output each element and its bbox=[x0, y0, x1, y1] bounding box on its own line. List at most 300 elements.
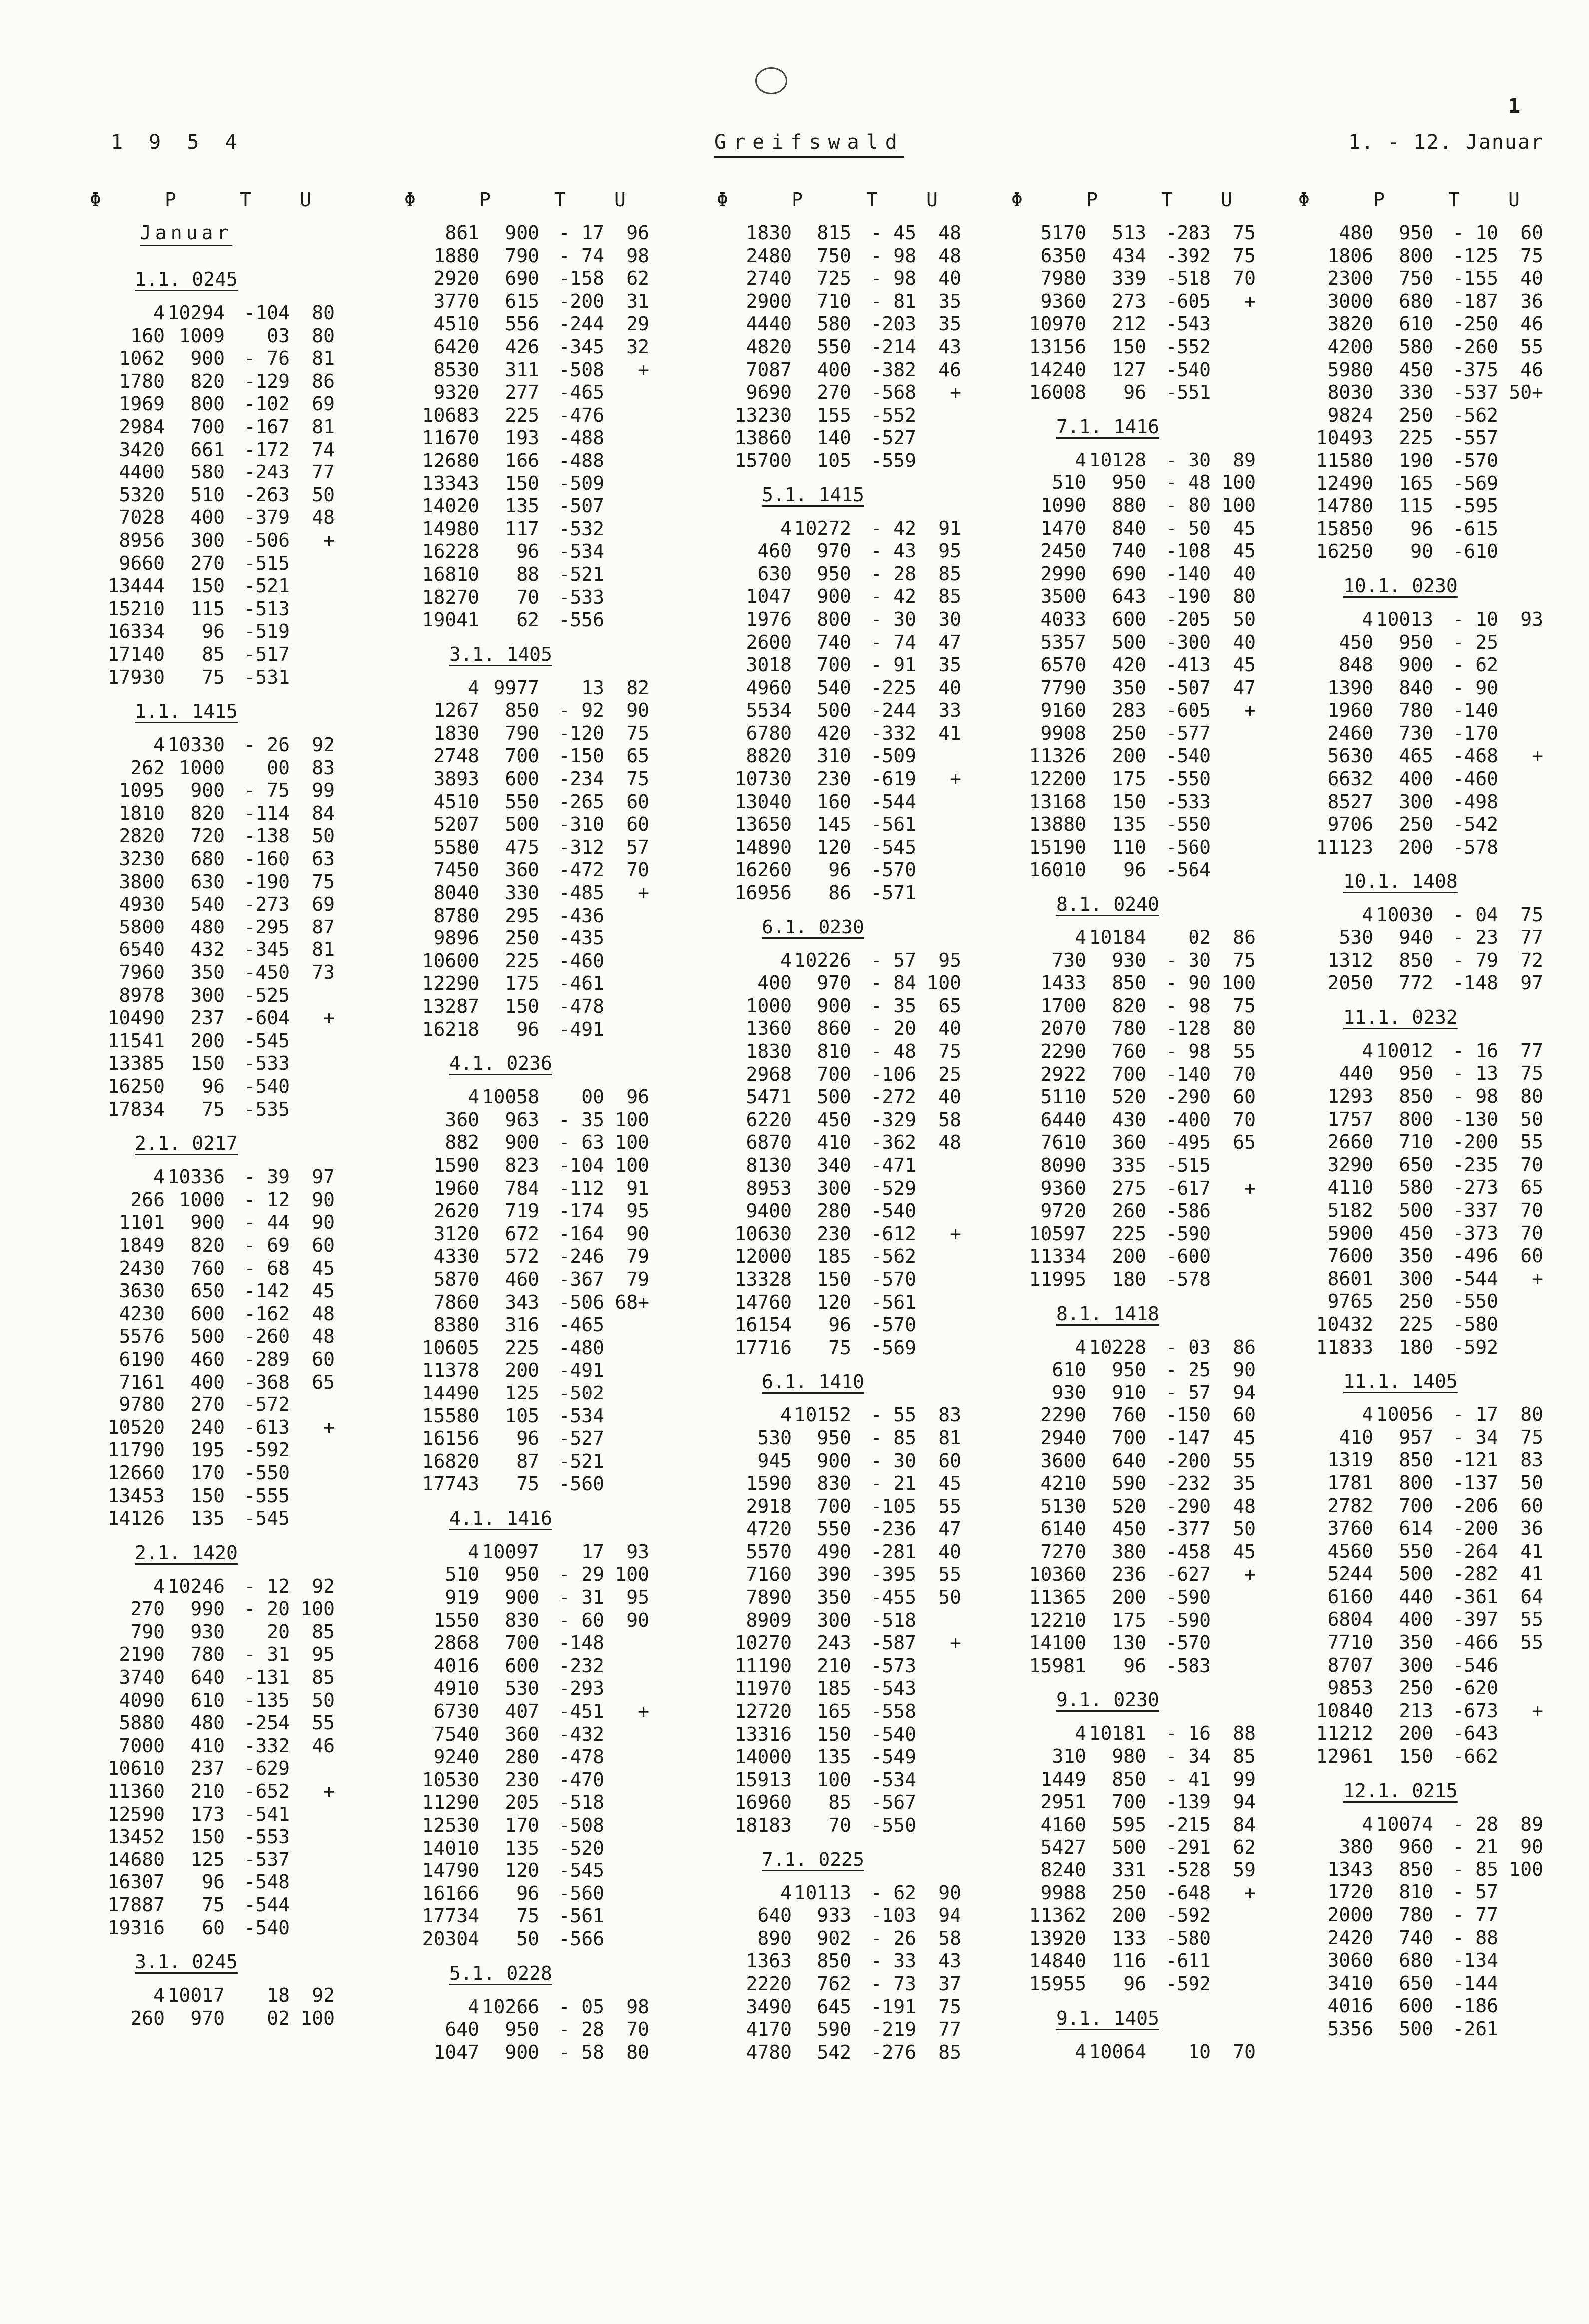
pressure-cell: 400 bbox=[190, 1371, 225, 1393]
table-row bbox=[70, 802, 350, 825]
humidity-cell bbox=[1498, 677, 1543, 700]
pressure-cell: 237 bbox=[190, 1007, 225, 1029]
pressure-cell: 760 bbox=[1112, 1040, 1146, 1062]
table-row bbox=[385, 1655, 664, 1678]
height-cell: 16307 bbox=[107, 1871, 165, 1893]
pressure-cell: 170 bbox=[505, 1814, 539, 1836]
sounding-date-time: 9.1. 0230 bbox=[1056, 1689, 1159, 1711]
pressure-cell: 900 bbox=[817, 1449, 851, 1472]
temperature-cell: -590 bbox=[1165, 1586, 1211, 1609]
humidity-cell: 40 bbox=[938, 1086, 961, 1108]
humidity-cell: 100 bbox=[615, 1154, 649, 1176]
pressure-cell: 75 bbox=[516, 1473, 539, 1495]
height-cell: 16008 bbox=[1029, 381, 1086, 404]
pressure-cell: 10246 bbox=[167, 1575, 225, 1597]
height-cell: 4090 bbox=[119, 1689, 165, 1711]
height-cell: 4 bbox=[1075, 927, 1086, 949]
temperature-cell: -200 bbox=[1165, 1449, 1211, 1472]
table-row bbox=[385, 905, 664, 928]
humidity-cell: 75 bbox=[1233, 222, 1256, 244]
table-row bbox=[991, 2041, 1271, 2064]
table-row bbox=[991, 1223, 1271, 1246]
height-cell: 8780 bbox=[433, 904, 479, 927]
table-row bbox=[70, 1030, 350, 1053]
pressure-cell: 117 bbox=[505, 517, 539, 540]
pressure-cell: 850 bbox=[1112, 1768, 1146, 1790]
table-row bbox=[70, 1052, 350, 1075]
height-cell: 14840 bbox=[1029, 1950, 1086, 1972]
height-cell: 14780 bbox=[1316, 495, 1373, 517]
data-column bbox=[991, 189, 1271, 2063]
humidity-cell bbox=[916, 791, 961, 814]
table-row bbox=[697, 1950, 976, 1973]
table-row bbox=[697, 404, 976, 427]
table-row bbox=[385, 836, 664, 859]
table-row bbox=[697, 995, 976, 1018]
temperature-cell: -108 bbox=[1165, 540, 1211, 562]
humidity-cell: 80 bbox=[1233, 585, 1256, 608]
humidity-cell: + bbox=[323, 1007, 335, 1029]
height-cell: 5570 bbox=[746, 1540, 792, 1563]
table-row bbox=[697, 450, 976, 472]
temperature-cell: -243 bbox=[244, 461, 290, 483]
table-row bbox=[991, 1586, 1271, 1609]
humidity-cell: 84 bbox=[312, 802, 335, 824]
table-row bbox=[697, 427, 976, 450]
humidity-cell: 55 bbox=[1520, 1608, 1543, 1631]
sounding-label bbox=[1278, 563, 1558, 608]
humidity-cell: 90 bbox=[1520, 1836, 1543, 1858]
pressure-cell: 680 bbox=[190, 848, 225, 870]
table-row bbox=[70, 1485, 350, 1508]
table-row bbox=[697, 1131, 976, 1154]
temperature-cell: -560 bbox=[558, 1473, 604, 1495]
pressure-cell: 270 bbox=[817, 381, 851, 404]
humidity-cell bbox=[604, 495, 649, 518]
height-cell: 12210 bbox=[1029, 1609, 1086, 1631]
column-header: Φ bbox=[90, 189, 101, 211]
pressure-cell: 283 bbox=[1112, 699, 1146, 722]
pressure-cell: 542 bbox=[817, 2041, 851, 2063]
humidity-cell: 85 bbox=[1233, 1745, 1256, 1768]
temperature-cell: -561 bbox=[870, 813, 916, 836]
table-row bbox=[1278, 791, 1558, 814]
height-cell: 848 bbox=[1339, 654, 1373, 676]
humidity-cell: 48 bbox=[312, 506, 335, 529]
table-row bbox=[385, 1814, 664, 1837]
table-row bbox=[697, 791, 976, 814]
height-cell: 16156 bbox=[422, 1427, 479, 1450]
table-row bbox=[991, 1450, 1271, 1473]
height-cell: 13860 bbox=[734, 427, 792, 449]
table-row bbox=[1278, 1631, 1558, 1654]
pressure-cell: 850 bbox=[1399, 1858, 1433, 1880]
temperature-cell: -150 bbox=[1165, 1404, 1211, 1426]
humidity-cell bbox=[916, 404, 961, 427]
temperature-cell: -485 bbox=[558, 882, 604, 904]
temperature-cell: -518 bbox=[558, 1791, 604, 1814]
pressure-cell: 173 bbox=[190, 1803, 225, 1825]
height-cell: 5244 bbox=[1327, 1563, 1373, 1585]
table-row bbox=[385, 1928, 664, 1951]
humidity-cell bbox=[290, 552, 335, 575]
pressure-cell: 10012 bbox=[1376, 1039, 1433, 1062]
humidity-cell: 65 bbox=[938, 994, 961, 1017]
humidity-cell bbox=[916, 1746, 961, 1769]
pressure-cell: 10228 bbox=[1089, 1336, 1146, 1358]
humidity-cell: 89 bbox=[1520, 1813, 1543, 1835]
humidity-cell: 86 bbox=[1233, 927, 1256, 949]
table-row bbox=[991, 1882, 1271, 1905]
humidity-cell bbox=[916, 1700, 961, 1723]
humidity-cell: 48 bbox=[938, 222, 961, 244]
sounding-block bbox=[697, 1359, 976, 1837]
temperature-cell: - 55 bbox=[870, 1404, 916, 1426]
height-cell: 15190 bbox=[1029, 836, 1086, 858]
temperature-cell: -289 bbox=[244, 1348, 290, 1370]
humidity-cell: 40 bbox=[938, 1540, 961, 1563]
pressure-cell: 195 bbox=[190, 1439, 225, 1461]
pressure-cell: 115 bbox=[1399, 495, 1433, 517]
table-row bbox=[385, 1905, 664, 1928]
pressure-cell: 940 bbox=[1399, 927, 1433, 949]
table-row bbox=[70, 1211, 350, 1234]
humidity-cell: 91 bbox=[938, 517, 961, 539]
table-row bbox=[697, 972, 976, 995]
temperature-cell: -553 bbox=[244, 1826, 290, 1848]
height-cell: 9824 bbox=[1327, 404, 1373, 426]
pressure-cell: 720 bbox=[190, 825, 225, 847]
temperature-cell: -465 bbox=[558, 381, 604, 404]
humidity-cell bbox=[290, 984, 335, 1007]
pressure-cell: 900 bbox=[817, 994, 851, 1017]
temperature-cell: - 75 bbox=[244, 779, 290, 802]
humidity-cell: + bbox=[950, 768, 961, 790]
table-row bbox=[697, 1700, 976, 1723]
temperature-cell: -128 bbox=[1165, 1017, 1211, 1040]
temperature-cell: -187 bbox=[1452, 290, 1498, 312]
humidity-cell bbox=[604, 1632, 649, 1655]
height-cell: 10360 bbox=[1029, 1563, 1086, 1586]
temperature-cell: -244 bbox=[870, 699, 916, 722]
table-row bbox=[385, 699, 664, 722]
table-row bbox=[70, 1643, 350, 1666]
height-cell: 1976 bbox=[746, 608, 792, 630]
temperature-cell: - 50 bbox=[1165, 517, 1211, 539]
humidity-cell: 86 bbox=[1233, 1336, 1256, 1358]
temperature-cell: -578 bbox=[1165, 1268, 1211, 1290]
table-row bbox=[385, 950, 664, 973]
table-row bbox=[70, 1803, 350, 1826]
table-row bbox=[1278, 1062, 1558, 1085]
table-row bbox=[70, 506, 350, 529]
humidity-cell bbox=[916, 836, 961, 859]
sounding-date-time: 5.1. 0228 bbox=[449, 1962, 552, 1984]
height-cell: 1781 bbox=[1327, 1471, 1373, 1494]
temperature-cell: -550 bbox=[1452, 1290, 1498, 1313]
pressure-cell: 580 bbox=[1399, 335, 1433, 358]
height-cell: 3820 bbox=[1327, 313, 1373, 335]
table-row bbox=[385, 1791, 664, 1814]
table-row bbox=[1278, 1268, 1558, 1291]
temperature-cell: -191 bbox=[870, 1995, 916, 2018]
height-cell: 9240 bbox=[433, 1746, 479, 1768]
height-cell: 6440 bbox=[1040, 1108, 1086, 1131]
table-row bbox=[991, 859, 1271, 882]
humidity-cell: + bbox=[1532, 745, 1543, 767]
humidity-cell: 75 bbox=[1233, 994, 1256, 1017]
table-row bbox=[385, 677, 664, 700]
table-row bbox=[697, 1177, 976, 1200]
humidity-cell bbox=[290, 643, 335, 666]
table-row bbox=[385, 313, 664, 336]
humidity-cell bbox=[1211, 1904, 1256, 1927]
humidity-cell bbox=[604, 1314, 649, 1337]
temperature-cell: -395 bbox=[870, 1563, 916, 1586]
table-row bbox=[1278, 1677, 1558, 1700]
temperature-cell: -498 bbox=[1452, 790, 1498, 813]
height-cell: 4016 bbox=[1327, 1995, 1373, 2017]
height-cell: 4560 bbox=[1327, 1540, 1373, 1562]
table-row bbox=[1278, 2018, 1558, 2041]
height-cell: 4 bbox=[468, 1086, 479, 1108]
humidity-cell: 64 bbox=[1520, 1585, 1543, 1608]
temperature-cell: - 48 bbox=[870, 1040, 916, 1062]
temperature-cell: -587 bbox=[870, 1632, 916, 1654]
temperature-cell: -121 bbox=[1452, 1449, 1498, 1471]
temperature-cell: -382 bbox=[870, 358, 916, 381]
pressure-cell: 610 bbox=[1399, 313, 1433, 335]
table-row bbox=[991, 1200, 1271, 1223]
table-row bbox=[991, 745, 1271, 768]
pressure-cell: 710 bbox=[1399, 1131, 1433, 1153]
humidity-cell bbox=[1211, 1973, 1256, 1996]
height-cell: 10840 bbox=[1316, 1699, 1373, 1722]
humidity-cell bbox=[1211, 791, 1256, 814]
sounding-label bbox=[991, 1996, 1271, 2041]
humidity-cell: + bbox=[1244, 290, 1256, 312]
pressure-cell: 550 bbox=[505, 790, 539, 813]
column-header: T bbox=[1161, 189, 1173, 211]
table-row bbox=[1278, 1131, 1558, 1154]
table-row bbox=[991, 1040, 1271, 1063]
temperature-cell: - 76 bbox=[244, 347, 290, 370]
temperature-cell: -559 bbox=[870, 449, 916, 471]
height-cell: 2900 bbox=[746, 290, 792, 312]
table-row bbox=[1278, 359, 1558, 382]
temperature-cell: -375 bbox=[1452, 358, 1498, 381]
temperature-cell: -552 bbox=[1165, 335, 1211, 358]
height-cell: 14000 bbox=[734, 1746, 792, 1768]
temperature-cell: -120 bbox=[558, 722, 604, 744]
height-cell: 3230 bbox=[119, 848, 165, 870]
pressure-cell: 10017 bbox=[167, 1984, 225, 2007]
table-row bbox=[385, 1427, 664, 1450]
height-cell: 4 bbox=[1075, 1336, 1086, 1358]
humidity-cell bbox=[1211, 1268, 1256, 1291]
temperature-cell: - 12 bbox=[244, 1575, 290, 1597]
sounding-label bbox=[697, 1359, 976, 1404]
temperature-cell: - 80 bbox=[1165, 494, 1211, 516]
height-cell: 270 bbox=[130, 1598, 165, 1620]
table-row bbox=[697, 563, 976, 586]
pressure-cell: 225 bbox=[1399, 427, 1433, 449]
humidity-cell: 97 bbox=[1520, 972, 1543, 994]
temperature-cell: 13 bbox=[581, 676, 604, 699]
temperature-cell: -206 bbox=[1452, 1494, 1498, 1517]
table-row bbox=[385, 745, 664, 768]
humidity-cell: 75 bbox=[1520, 1426, 1543, 1448]
temperature-cell: -540 bbox=[870, 1723, 916, 1745]
humidity-cell bbox=[604, 1837, 649, 1860]
humidity-cell: 50 bbox=[1520, 1471, 1543, 1494]
humidity-cell bbox=[604, 518, 649, 541]
temperature-cell: -552 bbox=[870, 404, 916, 426]
pressure-cell: 100 bbox=[817, 1768, 851, 1791]
height-cell: 5800 bbox=[119, 916, 165, 938]
height-cell: 3770 bbox=[433, 290, 479, 312]
temperature-cell: - 60 bbox=[558, 1609, 604, 1631]
table-row bbox=[697, 1337, 976, 1360]
height-cell: 6632 bbox=[1327, 768, 1373, 790]
height-cell: 9660 bbox=[119, 552, 165, 574]
temperature-cell: -604 bbox=[244, 1007, 290, 1029]
height-cell: 861 bbox=[445, 222, 479, 244]
height-cell: 1806 bbox=[1327, 244, 1373, 267]
pressure-cell: 180 bbox=[1399, 1336, 1433, 1358]
humidity-cell: 40 bbox=[1233, 631, 1256, 653]
pressure-cell: 910 bbox=[1112, 1381, 1146, 1403]
humidity-cell: 35 bbox=[1233, 1472, 1256, 1495]
pressure-cell: 650 bbox=[190, 1280, 225, 1302]
temperature-cell: -190 bbox=[1165, 585, 1211, 608]
month-heading bbox=[70, 222, 350, 257]
table-row bbox=[697, 222, 976, 245]
table-row bbox=[1278, 722, 1558, 745]
temperature-cell: -540 bbox=[1165, 358, 1211, 381]
pressure-cell: 772 bbox=[1399, 972, 1433, 994]
table-row bbox=[70, 1826, 350, 1849]
pressure-cell: 730 bbox=[1399, 722, 1433, 744]
pressure-cell: 340 bbox=[817, 1154, 851, 1176]
height-cell: 4 bbox=[153, 734, 165, 756]
height-cell: 7600 bbox=[1327, 1245, 1373, 1267]
table-row bbox=[385, 791, 664, 814]
temperature-cell: -260 bbox=[1452, 335, 1498, 358]
pressure-cell: 410 bbox=[190, 1734, 225, 1757]
humidity-cell: 70 bbox=[1233, 1063, 1256, 1085]
pressure-cell: 780 bbox=[1112, 1017, 1146, 1040]
temperature-cell: -337 bbox=[1452, 1199, 1498, 1221]
humidity-cell bbox=[1498, 1290, 1543, 1313]
height-cell: 8909 bbox=[746, 1609, 792, 1631]
humidity-cell: 35 bbox=[938, 313, 961, 335]
temperature-cell: -652 bbox=[244, 1780, 290, 1803]
column-header: T bbox=[554, 189, 566, 211]
sounding-date-time: 4.1. 1416 bbox=[449, 1507, 552, 1529]
table-row bbox=[1278, 1403, 1558, 1426]
table-row bbox=[385, 563, 664, 586]
column-header: Φ bbox=[1011, 189, 1023, 211]
table-row bbox=[697, 1472, 976, 1495]
pressure-cell: 465 bbox=[1399, 745, 1433, 767]
pressure-cell: 166 bbox=[505, 449, 539, 471]
temperature-cell: -140 bbox=[1165, 562, 1211, 585]
pressure-cell: 580 bbox=[817, 313, 851, 335]
pressure-cell: 10030 bbox=[1376, 904, 1433, 926]
height-cell: 5207 bbox=[433, 813, 479, 836]
height-cell: 15850 bbox=[1316, 517, 1373, 540]
height-cell: 11970 bbox=[734, 1677, 792, 1700]
humidity-cell: 45 bbox=[312, 1280, 335, 1302]
height-cell: 3290 bbox=[1327, 1153, 1373, 1176]
table-row bbox=[1278, 1813, 1558, 1836]
humidity-cell: 55 bbox=[1520, 1131, 1543, 1153]
temperature-cell: -629 bbox=[244, 1757, 290, 1780]
table-row bbox=[385, 245, 664, 268]
table-row bbox=[991, 1563, 1271, 1586]
temperature-cell: -513 bbox=[244, 597, 290, 620]
temperature-cell: -562 bbox=[870, 1245, 916, 1268]
pressure-cell: 205 bbox=[505, 1791, 539, 1814]
temperature-cell: - 29 bbox=[558, 1563, 604, 1586]
humidity-cell: 70 bbox=[1233, 267, 1256, 290]
humidity-cell: 25 bbox=[938, 1063, 961, 1085]
table-row bbox=[70, 984, 350, 1007]
humidity-cell: 68+ bbox=[615, 1291, 649, 1313]
table-row bbox=[1278, 608, 1558, 631]
humidity-cell: 48 bbox=[312, 1325, 335, 1348]
pressure-cell: 580 bbox=[190, 461, 225, 483]
height-cell: 5110 bbox=[1040, 1086, 1086, 1108]
table-row bbox=[1278, 1927, 1558, 1950]
height-cell: 6730 bbox=[433, 1700, 479, 1723]
height-cell: 1433 bbox=[1040, 972, 1086, 994]
height-cell: 1319 bbox=[1327, 1449, 1373, 1471]
pressure-cell: 135 bbox=[505, 495, 539, 517]
humidity-cell bbox=[1498, 1654, 1543, 1677]
table-row bbox=[70, 1575, 350, 1598]
height-cell: 9320 bbox=[433, 381, 479, 404]
humidity-cell: 100 bbox=[927, 972, 961, 994]
humidity-cell: 55 bbox=[1520, 1631, 1543, 1654]
humidity-cell bbox=[290, 1849, 335, 1871]
table-row bbox=[70, 1394, 350, 1416]
column-header-row bbox=[385, 189, 664, 222]
sounding-block bbox=[385, 1041, 664, 1496]
pressure-cell: 225 bbox=[505, 404, 539, 426]
pressure-cell: 250 bbox=[1112, 1881, 1146, 1904]
table-row bbox=[385, 1996, 664, 2019]
table-row bbox=[1278, 972, 1558, 995]
temperature-cell: -162 bbox=[244, 1302, 290, 1325]
pressure-cell: 556 bbox=[505, 313, 539, 335]
height-cell: 640 bbox=[445, 2018, 479, 2041]
humidity-cell bbox=[1211, 336, 1256, 359]
table-row bbox=[1278, 290, 1558, 313]
humidity-cell: 90 bbox=[626, 699, 649, 722]
height-cell: 630 bbox=[757, 562, 792, 585]
temperature-cell: -613 bbox=[244, 1416, 290, 1438]
pressure-cell: 10330 bbox=[167, 734, 225, 756]
temperature-cell: -519 bbox=[244, 620, 290, 643]
humidity-cell: 84 bbox=[1233, 1813, 1256, 1836]
temperature-cell: -461 bbox=[558, 972, 604, 995]
humidity-cell: 60 bbox=[626, 790, 649, 813]
height-cell: 18183 bbox=[734, 1814, 792, 1836]
table-row bbox=[1278, 336, 1558, 359]
temperature-cell: -562 bbox=[1452, 404, 1498, 426]
